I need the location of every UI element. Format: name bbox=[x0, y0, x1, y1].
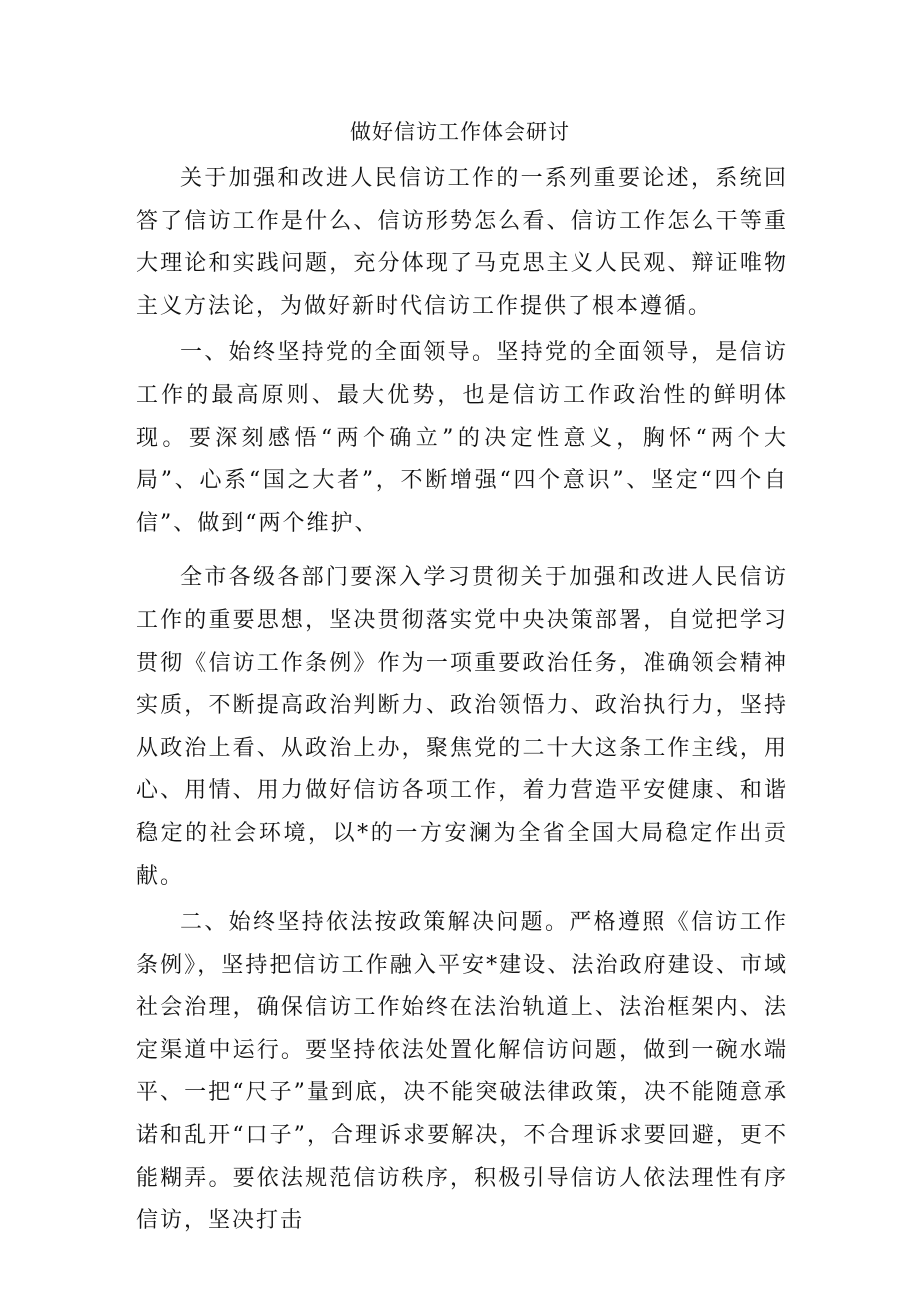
paragraph-section-two: 二、始终坚持依法按政策解决问题。严格遵照《信访工作条例》，坚持把信访工作融入平安*建设、法治政府建设、市域社会治理，确保信访工作始终在法治轨道上、法治框架内、法定渠道中运行。要坚持依法处置化解信访问题，做到一碗水端平、一把“尺子”量到底，决不能突破法律政策，决不能随意承诺和乱开“口子”，合理诉求要解决，不合理诉求要回避，更不能糊弄。要依法规范信访秩序，积极引导信访人依法理性有序信访，坚决打击 bbox=[136, 910, 788, 1234]
paragraph-section-one: 一、始终坚持党的全面领导。坚持党的全面领导，是信访工作的最高原则、最大优势，也是信访工作政治性的鲜明体现。要深刻感悟“两个确立”的决定性意义，胸怀“两个大局”、心系“国之大者”，不断增强“四个意识”、坚定“四个自信”、做到“两个维护、 bbox=[136, 340, 788, 536]
paragraph-city-departments: 全市各级各部门要深入学习贯彻关于加强和改进人民信访工作的重要思想，坚决贯彻落实党中央决策部署，自觉把学习贯彻《信访工作条例》作为一项重要政治任务，准确领会精神实质，不断提高政治判断力、政治领悟力、政治执行力，坚持从政治上看、从政治上办，聚焦党的二十大这条工作主线，用心、用情、用力做好信访各项工作，着力营造平安健康、和谐稳定的社会环境，以*的一方安澜为全省全国大局稳定作出贡献。 bbox=[136, 565, 788, 889]
document-title: 做好信访工作体会研讨 bbox=[350, 120, 570, 144]
document-body bbox=[136, 158, 788, 1247]
paragraph-intro: 关于加强和改进人民信访工作的一系列重要论述，系统回答了信访工作是什么、信访形势怎么看、信访工作怎么干等重大理论和实践问题，充分体现了马克思主义人民观、辩证唯物主义方法论，为做好新时代信访工作提供了根本遵循。 bbox=[136, 166, 788, 319]
